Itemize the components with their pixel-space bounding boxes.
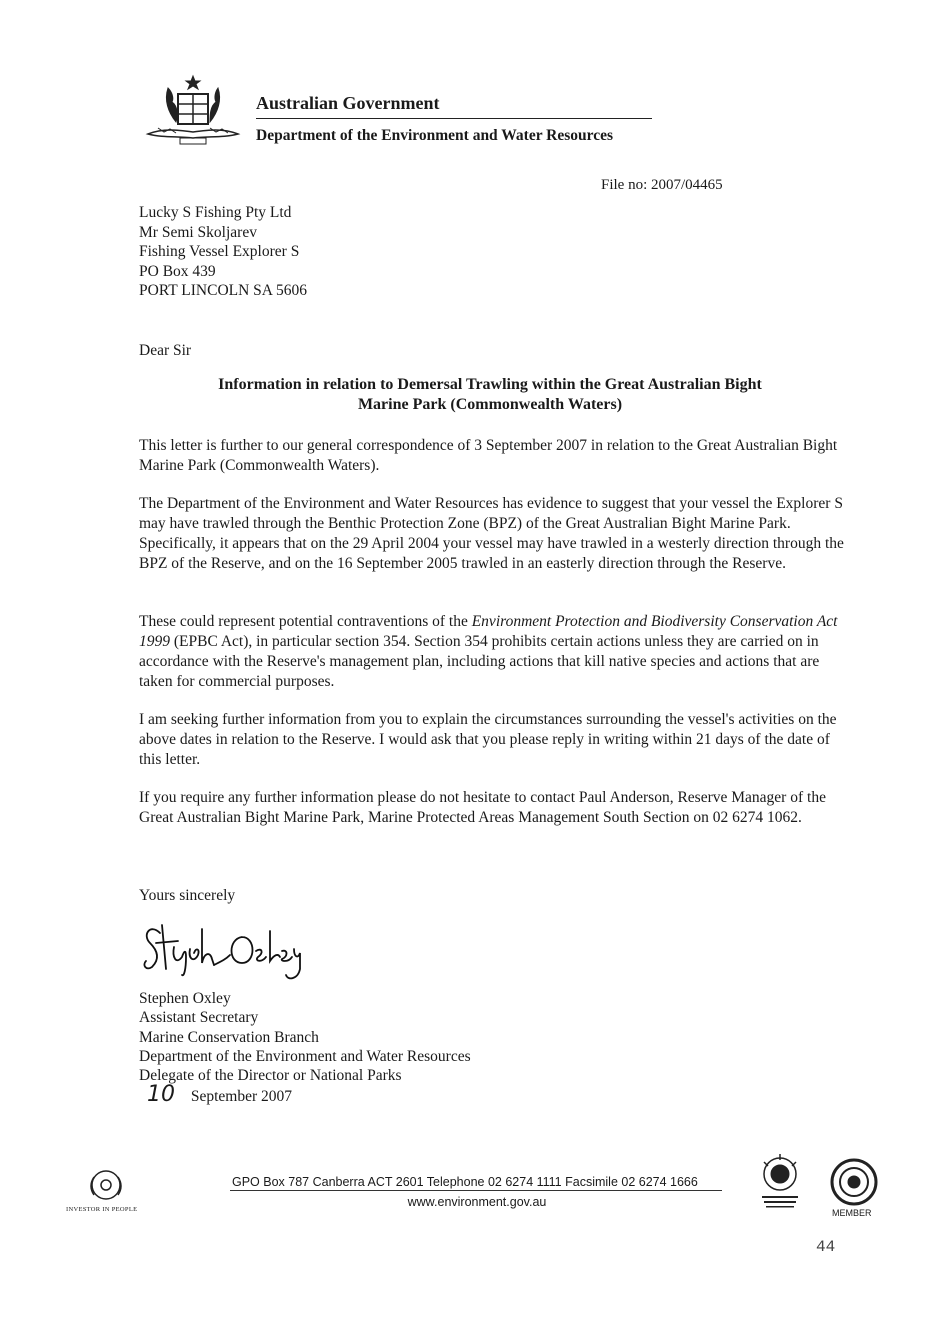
address-line: Mr Semi Skoljarev (139, 223, 257, 241)
department-title: Department of the Environment and Water Resources (256, 127, 614, 144)
closing: Yours sincerely (139, 887, 236, 904)
handwritten-signature (138, 913, 308, 983)
letter-date (147, 1082, 293, 1107)
recipient-address (139, 203, 307, 301)
paragraph-text: These could represent potential contraventions of the (139, 613, 472, 630)
act-title: Environment Protection and Biodiversity Conservation Act 1999 (139, 613, 838, 650)
signatory-line: Assistant Secretary (139, 1009, 259, 1027)
footer-contact-line: GPO Box 787 Canberra ACT 2601 Telephone 02 6274 1111 Facsimile 02 6274 1666 (232, 1175, 698, 1189)
handwritten-day: 10 (147, 1082, 175, 1107)
signatory-line: Department of the Environment and Water Resources (139, 1047, 471, 1065)
paragraph-text: (EPBC Act), in particular section 354. Section 354 prohibits certain actions unless they are carried on in accordance with the Reserve's management plan, including actions that kill native species and actions that are taken for commercial purposes. (139, 633, 820, 690)
header-divider (256, 118, 652, 119)
date-month-year: September 2007 (190, 1088, 293, 1105)
address-line: PORT LINCOLN SA 5606 (139, 282, 308, 299)
body-paragraph-1: This letter is further to our general correspondence of 3 September 2007 in relation to the Great Australian Bight Marine Park (Commonwealth Waters). (139, 437, 838, 474)
signatory-line: Marine Conservation Branch (139, 1028, 319, 1046)
government-title: Australian Government (256, 93, 440, 113)
body-paragraph-3 (139, 612, 849, 692)
file-number: File no: 2007/04465 (601, 177, 723, 193)
member-badge-logo (824, 1156, 884, 1216)
member-label: MEMBER (832, 1208, 872, 1218)
salutation: Dear Sir (139, 342, 192, 359)
body-paragraph-2: The Department of the Environment and Water Resources has evidence to suggest that your vessel the Explorer S may have trawled through the Benthic Protection Zone (BPZ) of the Great Australian Bight Marine Park. Specifically, it appears that on the 29 April 2004 your vessel may have trawled in a westerly direction through the BPZ of the Reserve, and on the 16 September 2005 trawled in an easterly direction through the Reserve. (139, 495, 844, 572)
body-paragraph-4: I am seeking further information from you to explain the circumstances surrounding the vessel's activities on the above dates in relation to the Reserve. I would ask that you please reply in writing within 21 days of the date of this letter. (139, 711, 837, 768)
commonwealth-coat-of-arms-logo (138, 72, 248, 154)
certification-logo (754, 1152, 806, 1212)
address-line: PO Box 439 (139, 262, 216, 280)
body-paragraph-5: If you require any further information please do not hesitate to contact Paul Anderson, Reserve Manager of the Great Australian Bight Marine Park, Marine Protected Areas Management South Section on 02 6274 1062. (139, 789, 826, 826)
signatory-line: Stephen Oxley (139, 990, 231, 1007)
address-line: Lucky S Fishing Pty Ltd (139, 204, 292, 221)
signatory-line: Delegate of the Director or National Parks (139, 1067, 402, 1085)
footer-divider (230, 1190, 722, 1191)
footer-website: www.environment.gov.au (407, 1195, 547, 1209)
investor-in-people-label: INVESTOR IN PEOPLE (66, 1206, 138, 1213)
signatory-block (139, 989, 471, 1085)
page-number: 44 (816, 1238, 836, 1256)
address-line: Fishing Vessel Explorer S (139, 243, 300, 260)
subject-heading: Information in relation to Demersal Trawling within the Great Australian Bight Marine Park (Commonwealth Waters) (218, 376, 762, 413)
